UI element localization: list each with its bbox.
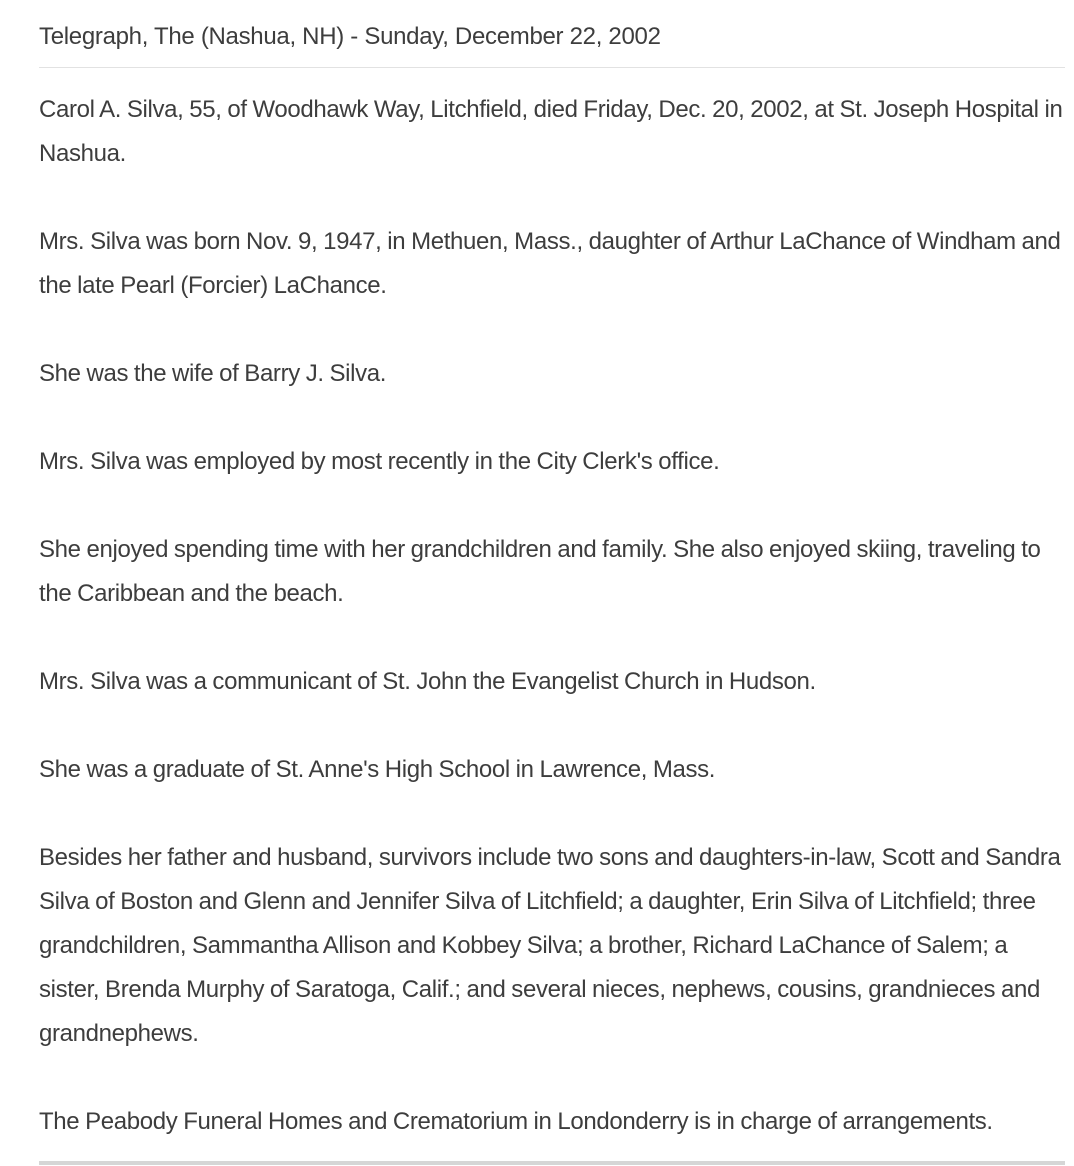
obituary-paragraph-interests: She enjoyed spending time with her grandchildren and family. She also enjoyed skiing, traveling to the Caribbean and the beach. <box>39 536 1041 607</box>
obituary-paragraph-spouse: She was the wife of Barry J. Silva. <box>39 360 387 387</box>
obituary-paragraph-church: Mrs. Silva was a communicant of St. John the Evangelist Church in Hudson. <box>39 668 816 695</box>
obituary-body <box>39 88 1065 1144</box>
obituary-paragraph-education: She was a graduate of St. Anne's High School in Lawrence, Mass. <box>39 756 716 783</box>
obituary-paragraph-birth: Mrs. Silva was born Nov. 9, 1947, in Methuen, Mass., daughter of Arthur LaChance of Windham and the late Pearl (Forcier) LaChance. <box>39 228 1061 299</box>
obituary-paragraph-death-notice: Carol A. Silva, 55, of Woodhawk Way, Litchfield, died Friday, Dec. 20, 2002, at St. Joseph Hospital in Nashua. <box>39 96 1063 167</box>
publication-source-line: Telegraph, The (Nashua, NH) - Sunday, December 22, 2002 <box>39 23 661 50</box>
obituary-paragraph-survivors: Besides her father and husband, survivors include two sons and daughters-in-law, Scott and Sandra Silva of Boston and Glenn and Jennifer Silva of Litchfield; a daughter, Erin Silva of Litchfield; three grandchildren, Sammantha Allison and Kobbey Silva; a brother, Richard LaChance of Salem; a sister, Brenda Murphy of Saratoga, Calif.; and several nieces, nephews, cousins, grandnieces and grandnephews. <box>39 844 1061 1047</box>
footer-divider <box>39 1161 1065 1165</box>
obituary-article <box>39 0 1065 1144</box>
obituary-paragraph-arrangements: The Peabody Funeral Homes and Crematorium in Londonderry is in charge of arrangements. <box>39 1108 993 1135</box>
header-divider <box>39 67 1065 68</box>
obituary-paragraph-employment: Mrs. Silva was employed by most recently in the City Clerk's office. <box>39 448 720 475</box>
